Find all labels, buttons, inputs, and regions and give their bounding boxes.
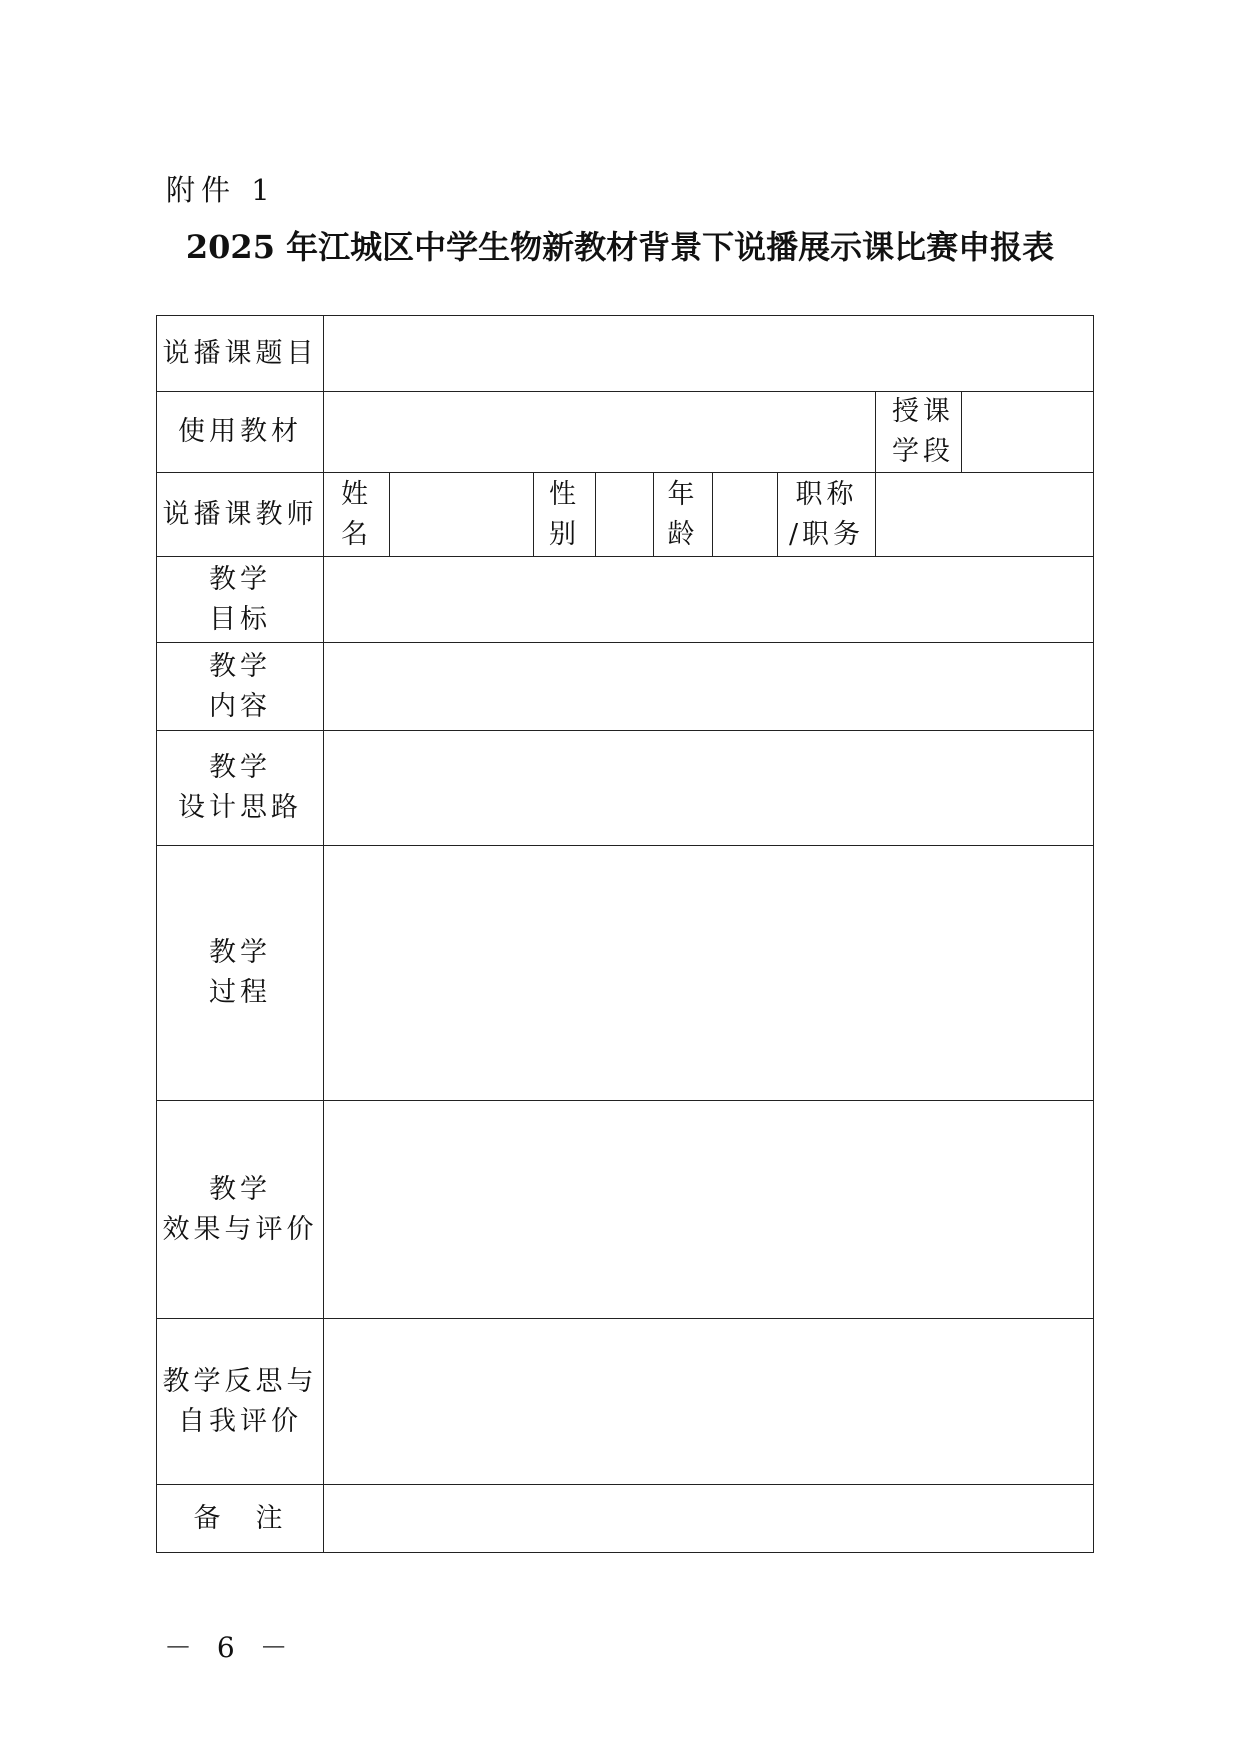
goals-label-line-2: 目标 <box>209 603 271 635</box>
effect-label-line-1: 教学 <box>209 1173 271 1205</box>
goals-label-line-1: 教学 <box>209 563 271 595</box>
effect-label <box>157 1101 324 1319</box>
title-label <box>778 473 876 557</box>
row-content <box>157 643 1094 731</box>
age-label <box>654 473 713 557</box>
row-effect <box>157 1101 1094 1319</box>
age-label-line-2: 龄 <box>667 518 699 550</box>
remarks-input[interactable] <box>324 1485 1094 1553</box>
name-label-line-1: 姓 <box>341 478 372 510</box>
process-input[interactable] <box>324 846 1094 1101</box>
design-label <box>157 731 324 846</box>
stage-input[interactable] <box>962 392 1094 473</box>
effect-input[interactable] <box>324 1101 1094 1319</box>
age-label-line-1: 年 <box>667 478 699 510</box>
title-label-line-1: 职称 <box>795 478 858 510</box>
reflection-input[interactable] <box>324 1319 1094 1485</box>
name-label <box>324 473 390 557</box>
teacher-label: 说播课教师 <box>157 473 324 557</box>
row-topic <box>157 316 1094 392</box>
gender-label-line-2: 别 <box>549 518 580 550</box>
content-input[interactable] <box>324 643 1094 731</box>
age-input[interactable] <box>713 473 778 557</box>
process-label-line-1: 教学 <box>209 937 271 968</box>
reflection-label-line-2: 自我评价 <box>178 1405 302 1437</box>
remarks-label: 备 注 <box>157 1485 324 1553</box>
design-label-line-1: 教学 <box>209 752 271 783</box>
topic-label: 说播课题目 <box>157 316 324 392</box>
attachment-label: 附件 1 <box>166 173 276 207</box>
topic-input[interactable] <box>324 316 1094 392</box>
stage-label: 授课学段 <box>876 392 962 473</box>
row-remarks <box>157 1485 1094 1553</box>
gender-label-line-1: 性 <box>549 478 580 510</box>
textbook-label: 使用教材 <box>157 392 324 473</box>
process-label <box>157 846 324 1101</box>
design-input[interactable] <box>324 731 1094 846</box>
application-form-table <box>156 315 1094 1553</box>
row-goals <box>157 557 1094 643</box>
row-reflection <box>157 1319 1094 1485</box>
effect-label-line-2: 效果与评价 <box>162 1213 318 1245</box>
goals-label <box>157 557 324 643</box>
gender-input[interactable] <box>596 473 654 557</box>
goals-input[interactable] <box>324 557 1094 643</box>
title-input[interactable] <box>876 473 1094 557</box>
reflection-label-line-1: 教学反思与 <box>162 1365 318 1397</box>
page-number: － 6 － <box>164 1631 296 1664</box>
page-title: 2025 年江城区中学生物新教材背景下说播展示课比赛申报表 <box>185 228 1055 266</box>
title-label-line-2: /职务 <box>788 518 865 550</box>
process-label-line-2: 过程 <box>209 977 271 1008</box>
row-design <box>157 731 1094 846</box>
name-input[interactable] <box>390 473 534 557</box>
content-label-line-2: 内容 <box>209 690 271 722</box>
design-label-line-2: 设计思路 <box>178 792 302 823</box>
reflection-label <box>157 1319 324 1485</box>
textbook-input[interactable] <box>324 392 876 473</box>
name-label-line-2: 名 <box>341 518 372 550</box>
gender-label <box>534 473 596 557</box>
row-teacher <box>157 473 1094 557</box>
content-label <box>157 643 324 731</box>
row-textbook <box>157 392 1094 473</box>
content-label-line-1: 教学 <box>209 650 271 682</box>
row-process <box>157 846 1094 1101</box>
